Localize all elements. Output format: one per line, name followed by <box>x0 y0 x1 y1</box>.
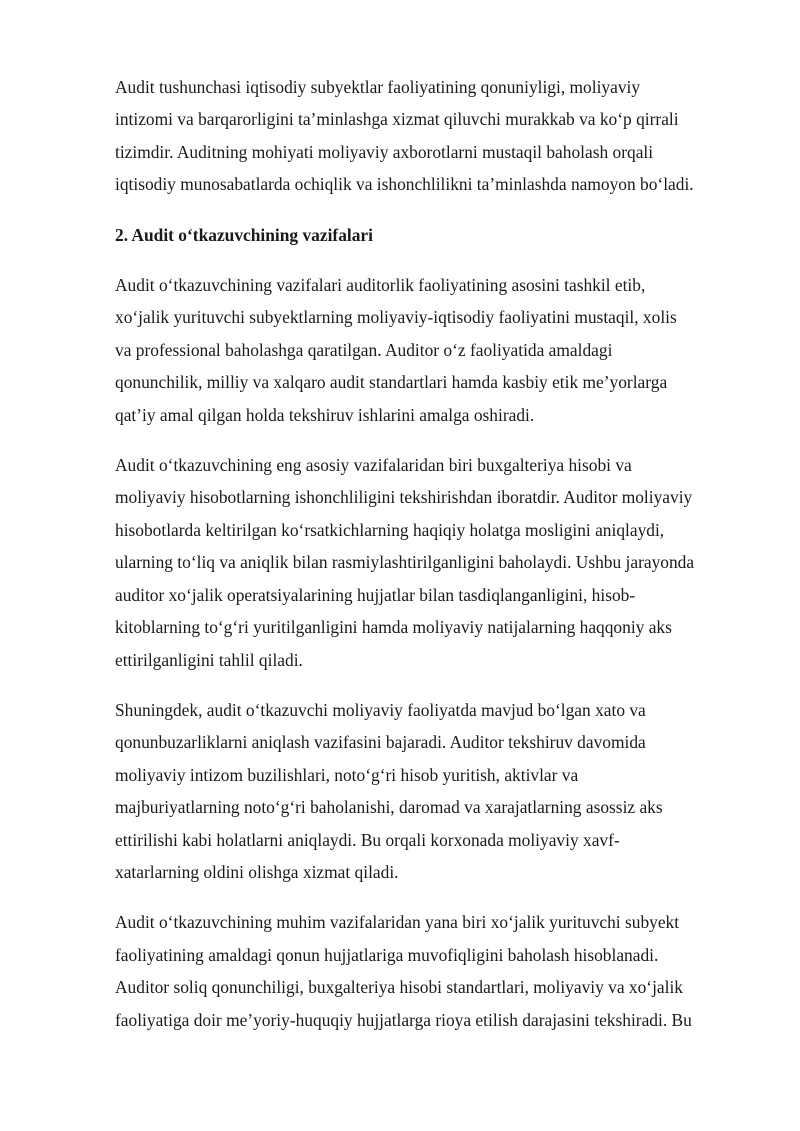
paragraph-reliability-check <box>115 449 745 676</box>
text-line: qonunbuzarliklarni aniqlash vazifasini bajaradi. Auditor tekshiruv davomida <box>115 732 646 753</box>
text-line: moliyaviy intizom buzilishlari, noto‘g‘ri hisob yuritish, aktivlar va <box>115 764 579 785</box>
document-page <box>115 71 745 1054</box>
text-line: auditor xo‘jalik operatsiyalarining hujjatlar bilan tasdiqlanganligini, hisob- <box>115 584 636 605</box>
paragraph-compliance <box>115 906 745 1036</box>
text-line: tizimdir. Auditning mohiyati moliyaviy axborotlarni mustaqil baholash orqali <box>115 141 654 162</box>
text-line: qat’iy amal qilgan holda tekshiruv ishlarini amalga oshiradi. <box>115 404 535 425</box>
text-line: faoliyatining amaldagi qonun hujjatlariga muvofiqligini baholash hisoblanadi. <box>115 944 659 965</box>
text-line: kitoblarning to‘g‘ri yuritilganligini hamda moliyaviy natijalarning haqqoniy aks <box>115 617 672 638</box>
text-line: Audit o‘tkazuvchining eng asosiy vazifalaridan biri buxgalteriya hisobi va <box>115 455 632 476</box>
text-line: ettirilganligini tahlil qiladi. <box>115 649 303 670</box>
paragraph-intro <box>115 71 745 201</box>
text-line: hisobotlarda keltirilgan ko‘rsatkichlarning haqiqiy holatga mosligini aniqlaydi, <box>115 519 665 540</box>
paragraph-error-detection <box>115 694 745 888</box>
paragraph-duties-overview <box>115 269 745 431</box>
text-line: Auditor soliq qonunchiligi, buxgalteriya hisobi standartlari, moliyaviy va xo‘jalik <box>115 977 683 998</box>
text-line: ettirilishi kabi holatlarni aniqlaydi. Bu orqali korxonada moliyaviy xavf- <box>115 829 620 850</box>
text-line: intizomi va barqarorligini ta’minlashga xizmat qiluvchi murakkab va ko‘p qirrali <box>115 109 679 130</box>
text-line: xo‘jalik yurituvchi subyektlarning moliyaviy-iqtisodiy faoliyatini mustaqil, xolis <box>115 307 677 328</box>
text-line: ularning to‘liq va aniqlik bilan rasmiylashtirilganligini baholaydi. Ushbu jarayonda <box>115 552 695 573</box>
text-line: va professional baholashga qaratilgan. Auditor o‘z faoliyatida amaldagi <box>115 339 613 360</box>
text-line: Audit o‘tkazuvchining muhim vazifalaridan yana biri xo‘jalik yurituvchi subyekt <box>115 912 680 933</box>
text-line: qonunchilik, milliy va xalqaro audit standartlari hamda kasbiy etik me’yorlarga <box>115 372 668 393</box>
text-line: iqtisodiy munosabatlarda ochiqlik va ishonchlilikni ta’minlashda namoyon bo‘ladi. <box>115 174 694 195</box>
text-line: xatarlarning oldini olishga xizmat qiladi. <box>115 861 399 882</box>
text-line: moliyaviy hisobotlarning ishonchliligini tekshirishdan iboratdir. Auditor moliyaviy <box>115 487 693 508</box>
text-line: Audit tushunchasi iqtisodiy subyektlar faoliyatining qonuniyligi, moliyaviy <box>115 77 641 97</box>
text-line: majburiyatlarning noto‘g‘ri baholanishi, daromad va xarajatlarning asossiz aks <box>115 797 663 818</box>
text-line: Shuningdek, audit o‘tkazuvchi moliyaviy faoliyatda mavjud bo‘lgan xato va <box>115 699 646 720</box>
text-line: Audit o‘tkazuvchining vazifalari auditorlik faoliyatining asosini tashkil etib, <box>115 275 646 296</box>
section-heading: 2. Audit o‘tkazuvchining vazifalari <box>115 224 373 245</box>
text-line: faoliyatiga doir me’yoriy-huquqiy hujjatlarga rioya etilish darajasini tekshiradi. Bu <box>115 1009 692 1030</box>
